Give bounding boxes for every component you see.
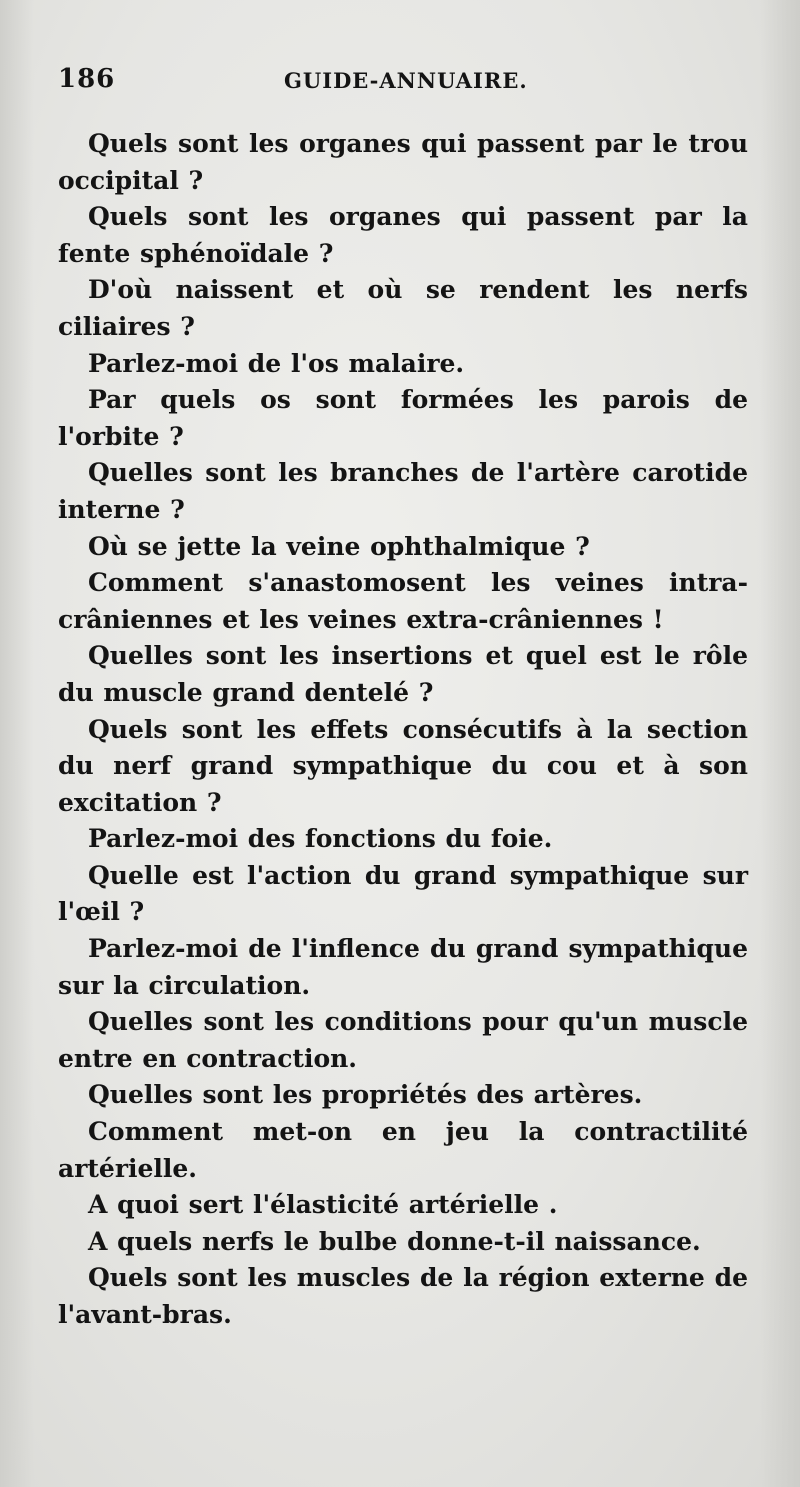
running-title: GUIDE-ANNUAIRE. [284, 68, 528, 93]
page-shadow-right [760, 0, 800, 1487]
question-item: Comment met-on en jeu la contractilité artérielle. [58, 1117, 748, 1183]
question-item: Quelles sont les branches de l'artère carotide interne ? [58, 458, 748, 524]
question-item: A quoi sert l'élasticité artérielle . [88, 1190, 558, 1220]
question-item: Quelles sont les insertions et quel est le rôle du muscle grand dentelé ? [58, 641, 748, 707]
page-header [58, 64, 748, 98]
question-item: A quels nerfs le bulbe donne-t-il naissance. [88, 1226, 701, 1256]
question-item: Quels sont les organes qui passent par la fente sphénoïdale ? [58, 202, 748, 268]
question-item: D'où naissent et où se rendent les nerfs ciliaires ? [58, 275, 748, 341]
question-item: Parlez-moi de l'inflence du grand sympathique sur la circulation. [58, 934, 748, 1000]
page-shadow-left [0, 0, 34, 1487]
question-item: Par quels os sont formées les parois de l'orbite ? [58, 385, 748, 451]
question-item: Quels sont les effets consécutifs à la section du nerf grand sympathique du cou et à son excitation ? [58, 714, 748, 817]
question-item: Parlez-moi des fonctions du foie. [88, 824, 553, 854]
question-item: Quelles sont les conditions pour qu'un muscle entre en contraction. [58, 1007, 748, 1073]
question-item: Quelles sont les propriétés des artères. [88, 1080, 643, 1110]
question-item: Où se jette la veine ophthalmique ? [88, 531, 590, 561]
question-item: Quels sont les organes qui passent par le trou occipital ? [58, 129, 748, 195]
page-number: 186 [58, 64, 116, 94]
question-item: Comment s'anastomosent les veines intra-crâniennes et les veines extra-crâniennes ! [58, 568, 748, 634]
question-list [58, 126, 748, 1334]
question-item: Quelle est l'action du grand sympathique sur l'œil ? [58, 860, 748, 927]
question-item: Parlez-moi de l'os malaire. [88, 348, 465, 378]
question-item: Quels sont les muscles de la région externe de l'avant-bras. [58, 1263, 748, 1329]
